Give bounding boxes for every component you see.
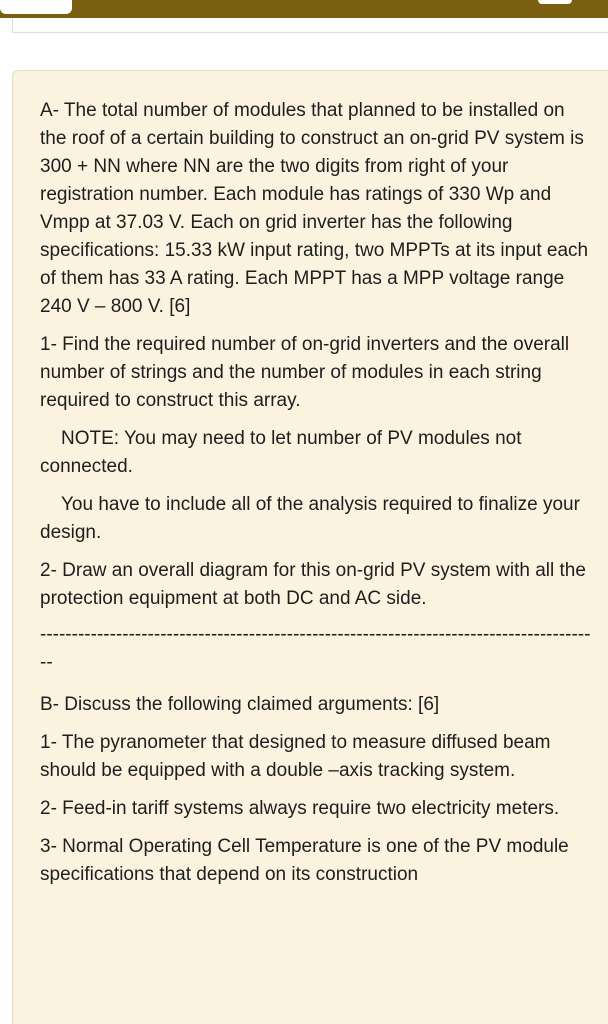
header-tab-right[interactable] bbox=[538, 0, 572, 4]
part-b-item-2: 2- Feed-in tariff systems always require two electricity meters. bbox=[40, 798, 560, 819]
part-a-note: NOTE: You may need to let number of PV modules not connected. bbox=[40, 428, 522, 477]
part-a-item-1: 1- Find the required number of on-grid inverters and the overall number of strings and the number of modules in each string required to construct this array. bbox=[40, 334, 570, 411]
part-b-heading: B- Discuss the following claimed arguments: [6] bbox=[40, 694, 440, 715]
part-a-intro: A- The total number of modules that planned to be installed on the roof of a certain building to construct an on-grid PV system is 300 + NN where NN are the two digits from right of your registration number. Each module has ratings of 330 Wp and Vmpp at 37.03 V. Each on grid inverter has the following specifications: 15.33 kW input rating, two MPPTs at its input each of them has 33 A rating. Each MPPT has a MPP voltage range 240 V – 800 V. [6] bbox=[40, 100, 589, 317]
upper-panel-edge bbox=[12, 18, 608, 33]
part-a-item-2: 2- Draw an overall diagram for this on-grid PV system with all the protection equipment at both DC and AC side. bbox=[40, 560, 586, 609]
part-b-item-1: 1- The pyranometer that designed to measure diffused beam should be equipped with a double –axis tracking system. bbox=[40, 732, 551, 781]
part-a-instruction: You have to include all of the analysis required to finalize your design. bbox=[40, 494, 580, 543]
question-text-body bbox=[40, 97, 596, 889]
header-tab-left[interactable] bbox=[0, 0, 72, 14]
part-b-item-3: 3- Normal Operating Cell Temperature is one of the PV module specifications that depend on its construction bbox=[40, 836, 569, 885]
section-separator: ----------------------------------------------------------------------------------------- bbox=[40, 624, 591, 673]
question-card bbox=[12, 70, 608, 1024]
top-header-bar bbox=[0, 0, 608, 18]
